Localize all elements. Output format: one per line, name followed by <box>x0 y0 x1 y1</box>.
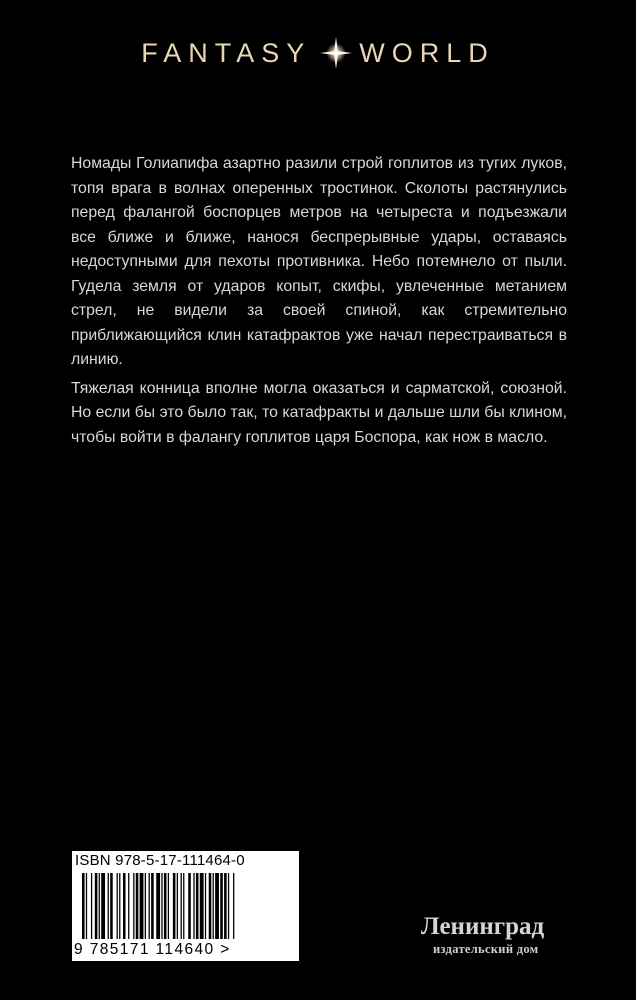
series-word-right: WORLD <box>359 37 495 68</box>
publisher-logo <box>413 913 573 965</box>
barcode-bar <box>164 873 167 939</box>
isbn-barcode <box>72 851 299 961</box>
barcode-bar <box>119 873 120 939</box>
barcode-bar <box>215 873 219 939</box>
barcode-bar <box>168 873 169 939</box>
barcode-bar <box>173 873 176 939</box>
barcode-bar <box>161 873 162 939</box>
barcode-bar <box>140 873 144 939</box>
barcode-bar <box>99 873 100 939</box>
barcode-bar <box>200 873 204 939</box>
barcode-bar <box>123 873 126 939</box>
barcode-bar <box>205 873 206 939</box>
barcode-bar <box>220 873 223 939</box>
back-cover-blurb <box>71 152 567 450</box>
barcode-bar <box>136 873 139 939</box>
barcode-bar <box>149 873 150 939</box>
barcode-bar <box>233 873 234 939</box>
barcode-bar <box>101 873 105 939</box>
blurb-paragraph: Номады Голиапифа азартно разили строй гоплитов из тугих луков, топя врага в волнах оперенных тростинок. Сколоты растянулись перед фалангой боспорцев метров на четыреста и подъезжали все ближе и ближе, нанося беспрерывные удары, оставаясь недоступными для пехоты противника. Небо потемнело от пыли. Гудела земля от ударов копыт, скифы, увлеченные метанием стрел, не видели за своей спиной, как стремительно приближающийся клин катафрактов уже начал перестраиваться в линию. <box>71 155 567 368</box>
barcode-bar <box>133 873 134 939</box>
publisher-subtitle: издательский дом <box>433 942 539 956</box>
barcode-digits: 9 785171 114640 > <box>74 941 231 958</box>
blurb-paragraph: Тяжелая конница вполне могла оказаться и сарматской, союзной. Но если бы это было так, то катафракты и дальше шли бы клином, чтобы войти в фалангу гоплитов царя Боспора, как нож в масло. <box>71 379 567 446</box>
barcode-bar <box>213 873 214 939</box>
barcode-bar <box>177 873 178 939</box>
barcode-bar <box>193 873 194 939</box>
publisher-name: Ленинград <box>421 913 545 940</box>
barcode-bars <box>72 871 299 943</box>
barcode-bar <box>91 873 92 939</box>
barcode-bar <box>110 873 113 939</box>
four-point-star-icon <box>319 36 353 70</box>
barcode-bar <box>86 873 87 939</box>
barcode-bar <box>117 873 118 939</box>
barcode-bar <box>224 873 227 939</box>
barcode-bar <box>228 873 229 939</box>
barcode-bar <box>128 873 129 939</box>
isbn-number: ISBN 978-5-17-111464-0 <box>75 852 245 869</box>
series-logo <box>0 36 636 70</box>
barcode-bar <box>108 873 109 939</box>
barcode-bar <box>156 873 160 939</box>
barcode-bar <box>95 873 98 939</box>
barcode-bar <box>145 873 146 939</box>
barcode-bar <box>183 873 184 939</box>
barcode-bar <box>188 873 191 939</box>
barcode-bar <box>209 873 212 939</box>
series-word-left: FANTASY <box>141 37 312 68</box>
barcode-bar <box>196 873 199 939</box>
barcode-bar <box>82 873 85 939</box>
barcode-bar <box>151 873 154 939</box>
barcode-bar <box>181 873 182 939</box>
